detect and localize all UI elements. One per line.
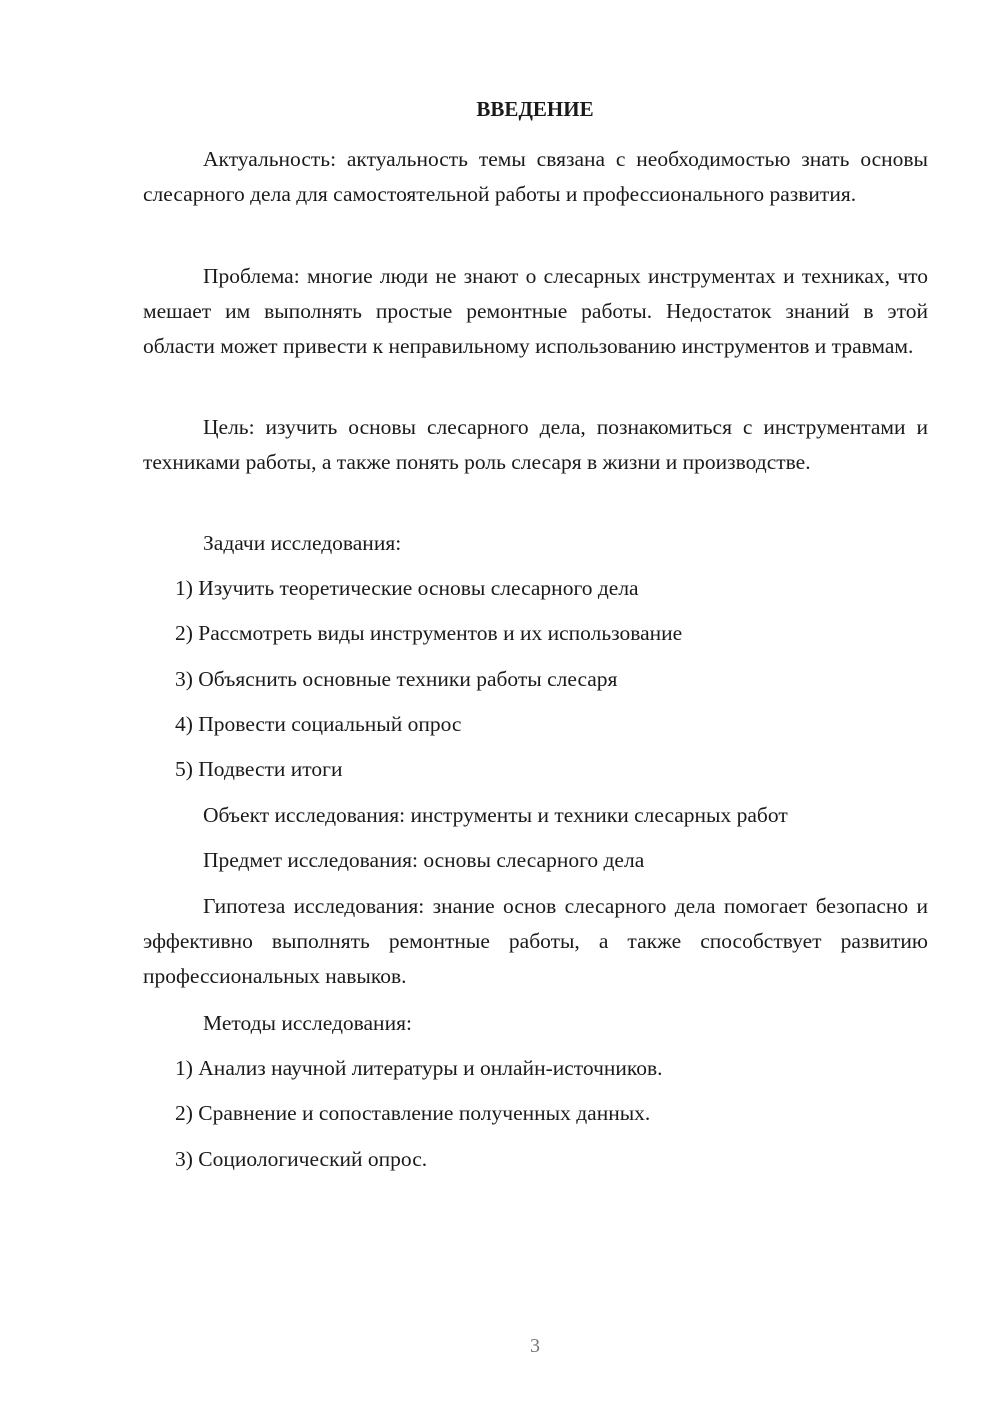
- method-item-1: 1) Анализ научной литературы и онлайн-источников.: [175, 1056, 663, 1080]
- research-object: Объект исследования: инструменты и техники слесарных работ: [203, 803, 788, 827]
- paragraph-hypothesis: Гипотеза исследования: знание основ слесарного дела помогает безопасно и эффективно выполнять ремонтные работы, а также способствует развитию профессиональных навыков.: [143, 894, 928, 988]
- task-item-3: 3) Объяснить основные техники работы слесаря: [175, 667, 618, 691]
- research-subject: Предмет исследования: основы слесарного дела: [203, 848, 645, 872]
- methods-heading: Методы исследования:: [203, 1011, 412, 1035]
- paragraph-goal: Цель: изучить основы слесарного дела, познакомиться с инструментами и техниками работы, а также понять роль слесаря в жизни и производстве.: [143, 415, 928, 474]
- paragraph-relevance: Актуальность: актуальность темы связана с необходимостью знать основы слесарного дела для самостоятельной работы и профессионального развития.: [143, 147, 928, 206]
- paragraph-problem: Проблема: многие люди не знают о слесарных инструментах и техниках, что мешает им выполнять простые ремонтные работы. Недостаток знаний в этой области может привести к неправильному использованию инструментов и травмам.: [143, 264, 928, 358]
- page-title: ВВЕДЕНИЕ: [476, 97, 594, 121]
- method-item-3: 3) Социологический опрос.: [175, 1147, 428, 1171]
- task-item-1: 1) Изучить теоретические основы слесарного дела: [175, 576, 639, 600]
- task-item-5: 5) Подвести итоги: [175, 757, 343, 781]
- method-item-2: 2) Сравнение и сопоставление полученных данных.: [175, 1101, 651, 1125]
- page-number: 3: [530, 1335, 540, 1357]
- tasks-heading: Задачи исследования:: [203, 531, 402, 555]
- task-item-4: 4) Провести социальный опрос: [175, 712, 462, 736]
- task-item-2: 2) Рассмотреть виды инструментов и их использование: [175, 621, 683, 645]
